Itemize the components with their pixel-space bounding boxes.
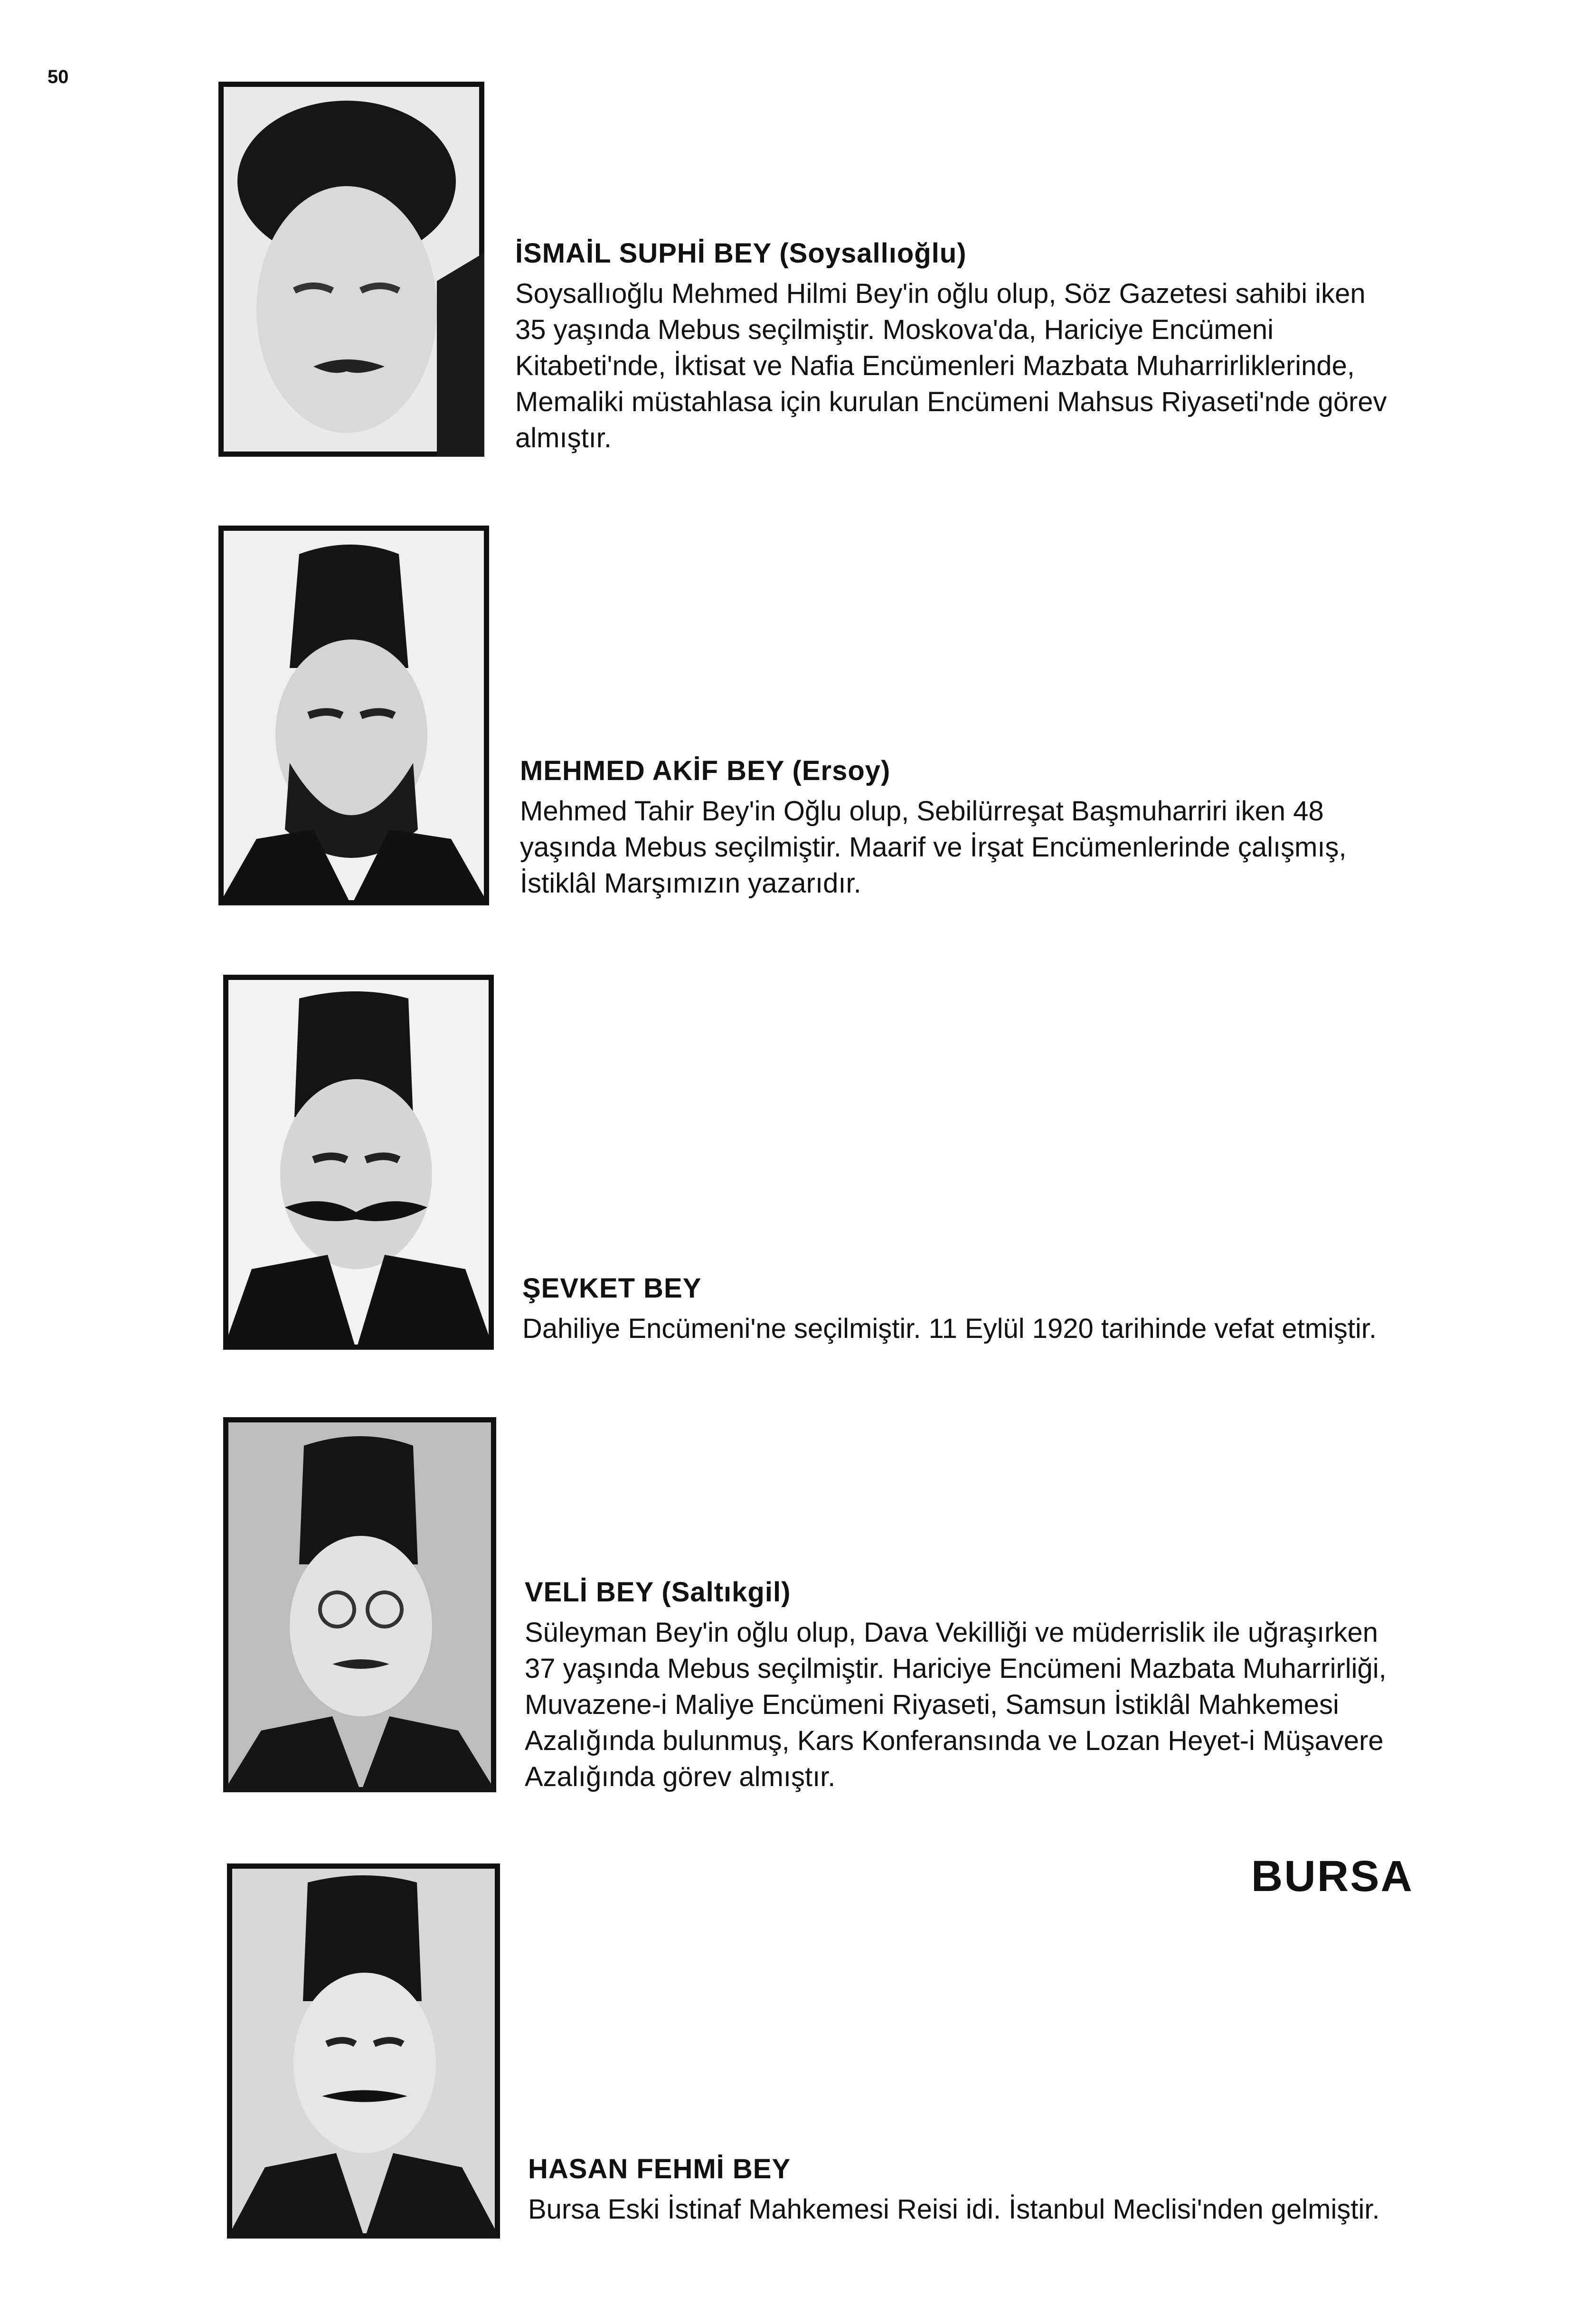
biography-text: Mehmed Tahir Bey'in Oğlu olup, Sebilürreşat Başmuharriri iken 48 yaşında Mebus seçilmiştir. Maarif ve İrşat Encümenlerinde çalışmış, İstiklâl Marşımızın yazarıdır. [520, 796, 1347, 899]
biography-entry [522, 1272, 1415, 1347]
biography-text: Soysallıoğlu Mehmed Hilmi Bey'in oğlu olup, Söz Gazetesi sahibi iken 35 yaşında Mebus seçilmiştir. Moskova'da, Hariciye Encümeni Kitabeti'nde, İktisat ve Nafia Encümenleri Mazbata Muharrirliklerinde, Memaliki müstahlasa için kurulan Encümeni Mahsus Riyaseti'nde görev almıştır. [515, 278, 1387, 453]
portrait-photo [218, 526, 489, 905]
section-heading: BURSA [1251, 1852, 1414, 1901]
biography-entry [525, 1576, 1408, 1795]
portrait-photo [227, 1863, 500, 2239]
person-name: MEHMED AKİF BEY (Ersoy) [520, 755, 891, 786]
person-name: VELİ BEY (Saltıkgil) [525, 1577, 791, 1608]
biography-entry [528, 2153, 1421, 2228]
portrait-photo [223, 975, 494, 1350]
person-name: ŞEVKET BEY [522, 1273, 702, 1304]
biography-entry [515, 237, 1401, 456]
page-number: 50 [47, 66, 69, 87]
person-name: HASAN FEHMİ BEY [528, 2154, 791, 2184]
biography-entry [520, 755, 1408, 902]
person-name: İSMAİL SUPHİ BEY (Soysallıoğlu) [515, 238, 967, 269]
biography-text: Bursa Eski İstinaf Mahkemesi Reisi idi. İstanbul Meclisi'nden gelmiştir. [528, 2194, 1380, 2225]
biography-text: Süleyman Bey'in oğlu olup, Dava Vekilliği ve müderrislik ile uğraşırken 37 yaşında Mebus seçilmiştir. Hariciye Encümeni Mazbata Muharrirliği, Muvazene-i Maliye Encümeni Riyaseti, Samsun İstiklâl Mahkemesi Azalığında bulunmuş, Kars Konferansında ve Lozan Heyet-i Müşavere Azalığında görev almıştır. [525, 1617, 1387, 1792]
portrait-photo [223, 1417, 496, 1792]
biography-text: Dahiliye Encümeni'ne seçilmiştir. 11 Eylül 1920 tarihinde vefat etmiştir. [522, 1313, 1377, 1344]
portrait-photo [218, 82, 484, 457]
